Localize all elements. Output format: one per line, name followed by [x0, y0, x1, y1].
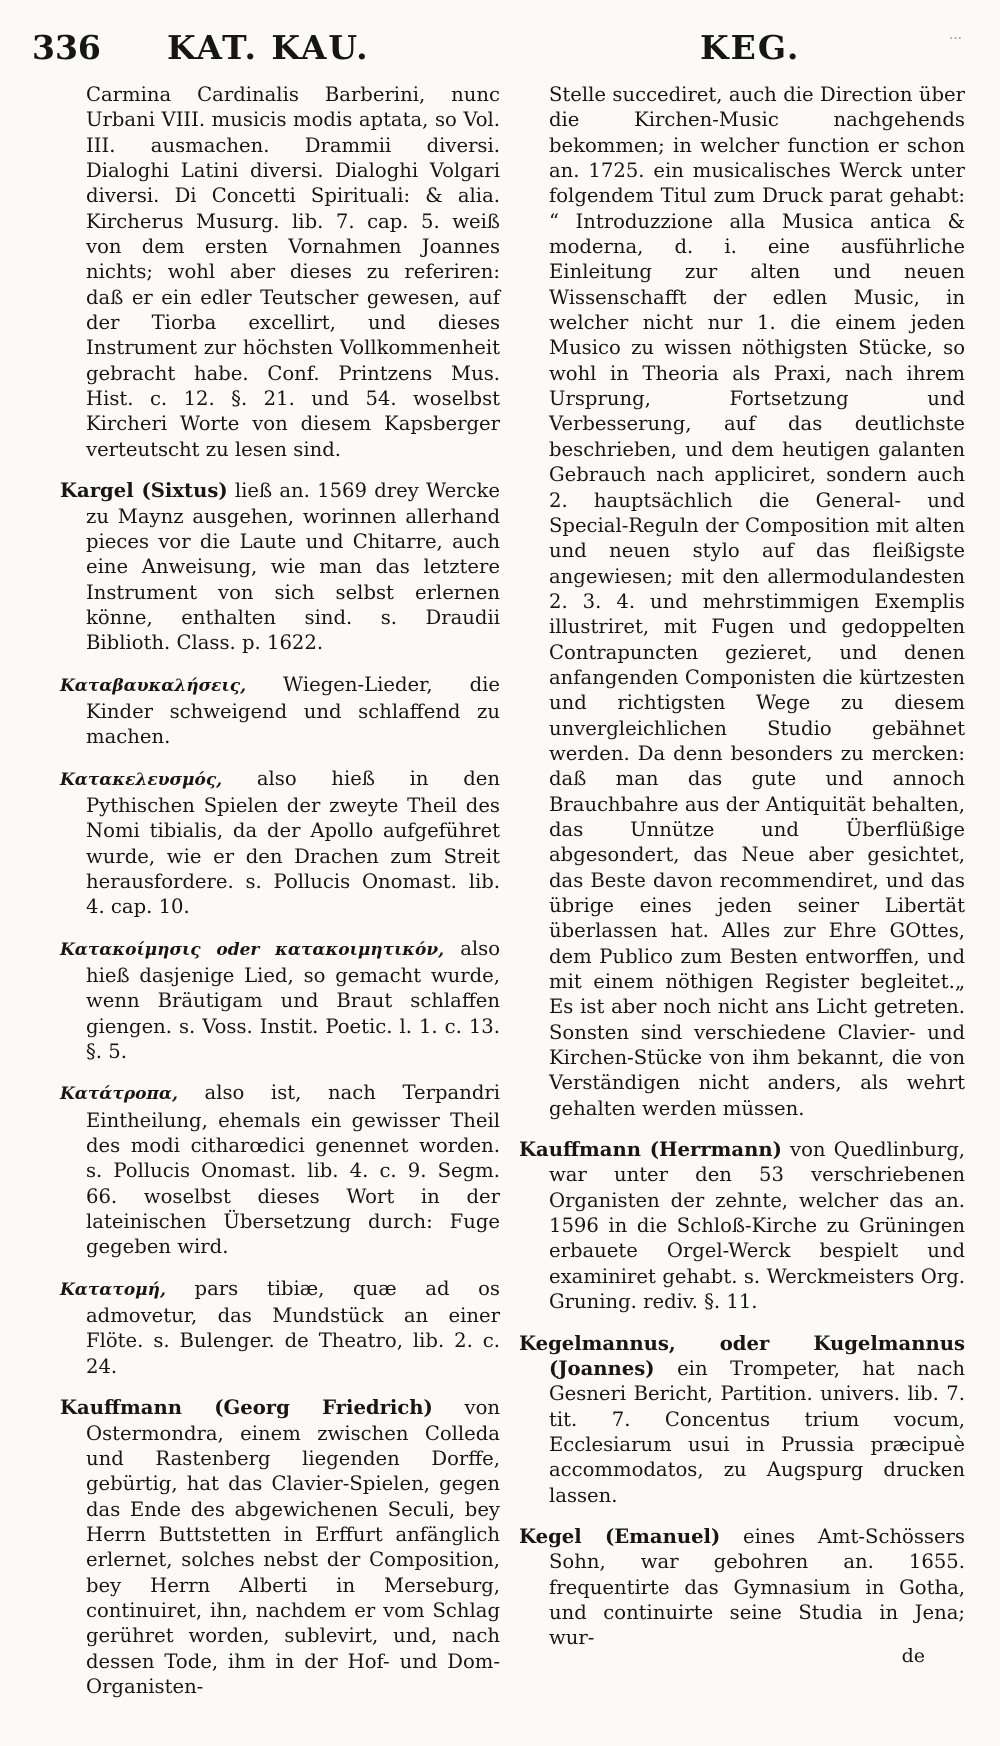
entry-headword: Κατατομή,: [60, 1279, 166, 1300]
entry-kauffmann-georg: [60, 1395, 500, 1699]
entry-katatome: [60, 1276, 500, 1379]
entry-text: Carmina Cardinalis Barberini, nunc Urbani VIII. musicis modis aptata, so Vol. III. ausmachen. Drammii diversi. Dialoghi Latini diversi. Dialoghi Volgari diversi. Di Concetti Spirituali: & alia. Kircherus Musurg. lib. 7. cap. 5. weiß von dem ersten Vornahmen Joannes nichts; wohl aber dieses zu referiren: daß er ein edler Teutscher gewesen, auf der Tiorba excellirt, und dieses Instrument zur höchsten Vollkommenheit gebracht habe. Conf. Printzens Mus. Hist. c. 12. §. 21. und 54. woselbst Kircheri Worte von diesem Kapsberger verteutscht zu lesen sind.: [86, 83, 500, 461]
page-number: 336: [32, 28, 101, 67]
entry-text: Stelle succediret, auch die Direction über die Kirchen-Music nachgehends bekommen; in welcher function er schon an. 1725. ein musicalisches Werck unter folgendem Titul zum Druck parat gehabt: “ Introduzzione alla Musica antica & moderna, d. i. eine ausführliche Einleitung zur alten und neuen Wissenschafft der edlen Music, in welcher nicht nur 1. die einem jeden Musico zu wissen nöthigsten Stücke, so wohl in Theoria als Praxi, nach ihrem Ursprung, Fortsetzung und Verbesserung, auf das deutlichste beschrieben, und dem heutigen galanten Gebrauch nach appliciret, sondern auch 2. hauptsächlich die General- und Special-Reguln der Composition mit alten und neuen stylo auf das fleißigste angewiesen; mit den allermodulandesten 2. 3. 4. und mehrstimmigen Exemplis illustriret, mit Fugen und gedoppelten Contrapuncten gezieret, und denen anfangenden Componisten die kürtzesten und richtigsten Wege zu diesem unvergleichlichen Studio gebähnet werden. Da denn besonders zu mercken: daß man das gute und annoch Brauchbahre aus der Antiquität behalten, das Unnütze und Überflüßige abgesondert, das Neue aber gesichtet, das Beste davon recommendiret, und das übrige eines jeden seiner Libertät überlassen hat. Alles zur Ehre GOttes, dem Publico zum Besten entworffen, und mit einem nöthigen Register begleitet.„ Es ist aber noch nicht ans Licht getreten. Sonsten sind verschiedene Clavier- und Kirchen-Stücke von ihm bekannt, die von Verständigen nicht anders, als wehrt gehalten werden müssen.: [549, 83, 965, 1120]
entry-katakoimesis: [60, 936, 500, 1065]
entry-kargel: [60, 478, 500, 655]
entry-kapsberger-continued: [86, 82, 500, 462]
entry-headword: Κατακοίμησις oder κατακοιμητικόν,: [60, 939, 445, 960]
entry-headword: Kegelmannus, oder Kugelmannus (Joannes): [519, 1331, 965, 1380]
entry-text: ein Trompeter, hat nach Gesneri Bericht, Partition. univers. lib. 7. tit. 7. Concentus trium vocum, Ecclesiarum usui in Prussia præcipuè accommodatos, zu Augspurg drucken lassen.: [549, 1356, 965, 1507]
entry-headword: Kauffmann (Herrmann): [519, 1138, 782, 1162]
entry-text: von Quedlinburg, war unter den 53 verschriebenen Organisten der zehnte, welcher das an. 1596 in die Schloß-Kirche zu Grüningen erbauete Orgel-Werck bespielt und examiniret gehabt. s. Werckmeisters Org. Gruning. rediv. §. 11.: [549, 1138, 965, 1314]
right-column: [519, 82, 965, 1667]
entry-katabaukaleseis: [60, 672, 500, 750]
entry-kauffmann-herrmann: [519, 1137, 965, 1314]
entry-headword: Κατακελευσμός,: [60, 769, 223, 790]
entry-text: also hieß dasjenige Lied, so gemacht wurde, wenn Bräutigam und Braut schlaffen giengen. s. Voss. Instit. Poetic. l. 1. c. 13. §. 5.: [86, 936, 500, 1064]
entry-text: eines Amt-Schössers Sohn, war gebohren an. 1655. frequentirte das Gymnasium in Gotha, und continuirte seine Studia in Jena; wur-: [549, 1524, 965, 1650]
running-header: [32, 28, 968, 78]
entry-katatropa: [60, 1080, 500, 1259]
entry-katakeleusmos: [60, 766, 500, 920]
entry-headword: Kegel (Emanuel): [519, 1524, 721, 1548]
entry-text: also ist, nach Terpandri Eintheilung, ehemals ein gewisser Theil des modi citharœdici genennet worden. s. Pollucis Onomast. lib. 4. c. 9. Segm. 66. woselbst dieses Wort in der lateinischen Übersetzung durch: Fuge gegeben wird.: [86, 1081, 500, 1259]
entry-text: ließ an. 1569 drey Wercke zu Maynz ausgehen, worinnen allerhand pieces vor die Laute und Chitarre, auch eine Anweisung, wie man das letztere Instrument von sich selbst erlernen könne, enthalten sind. s. Draudii Biblioth. Class. p. 1622.: [86, 479, 500, 655]
header-right-title: KEG.: [700, 28, 801, 67]
entry-headword: Καταβαυκαλήσεις,: [60, 675, 247, 696]
entry-text: pars tibiæ, quæ ad os admovetur, das Mundstück an einer Flöte. s. Bulenger. de Theatro, lib. 2. c. 24.: [86, 1276, 500, 1378]
entry-kegel-emanuel: [519, 1524, 965, 1651]
entry-kauffmann-georg-continued: [549, 82, 965, 1121]
entry-headword: Kargel (Sixtus): [60, 479, 228, 503]
entry-headword: Kauffmann (Georg Friedrich): [60, 1396, 433, 1420]
entry-kegelmannus: [519, 1331, 965, 1508]
entry-text: von Ostermondra, einem zwischen Colleda und Rastenberg liegenden Dorffe, gebürtig, hat das Clavier-Spielen, gegen das Ende des abgewichenen Seculi, bey Herrn Buttstetten in Erffurt anfänglich erlernet, solches nebst der Composition, bey Herrn Alberti in Merseburg, continuiret, ihn, nachdem er vom Schlag gerühret worden, sublevirt, und, nach dessen Tode, ihm in der Hof- und Dom-Organisten-: [86, 1396, 501, 1698]
entry-headword: Κατάτροπα,: [60, 1084, 178, 1105]
corner-mark: …: [949, 28, 962, 43]
entry-text: also hieß in den Pythischen Spielen der zweyte Theil des Nomi tibialis, da der Apollo aufgeführet wurde, wie er den Drachen zum Streit herausfordere. s. Pollucis Onomast. lib. 4. cap. 10.: [86, 766, 500, 919]
left-column: [60, 82, 500, 1715]
header-left-title: KAT. KAU.: [167, 28, 370, 67]
catchword: de: [901, 1644, 925, 1667]
entry-text: Wiegen-Lieder, die Kinder schweigend und schlaffend zu machen.: [86, 672, 500, 749]
